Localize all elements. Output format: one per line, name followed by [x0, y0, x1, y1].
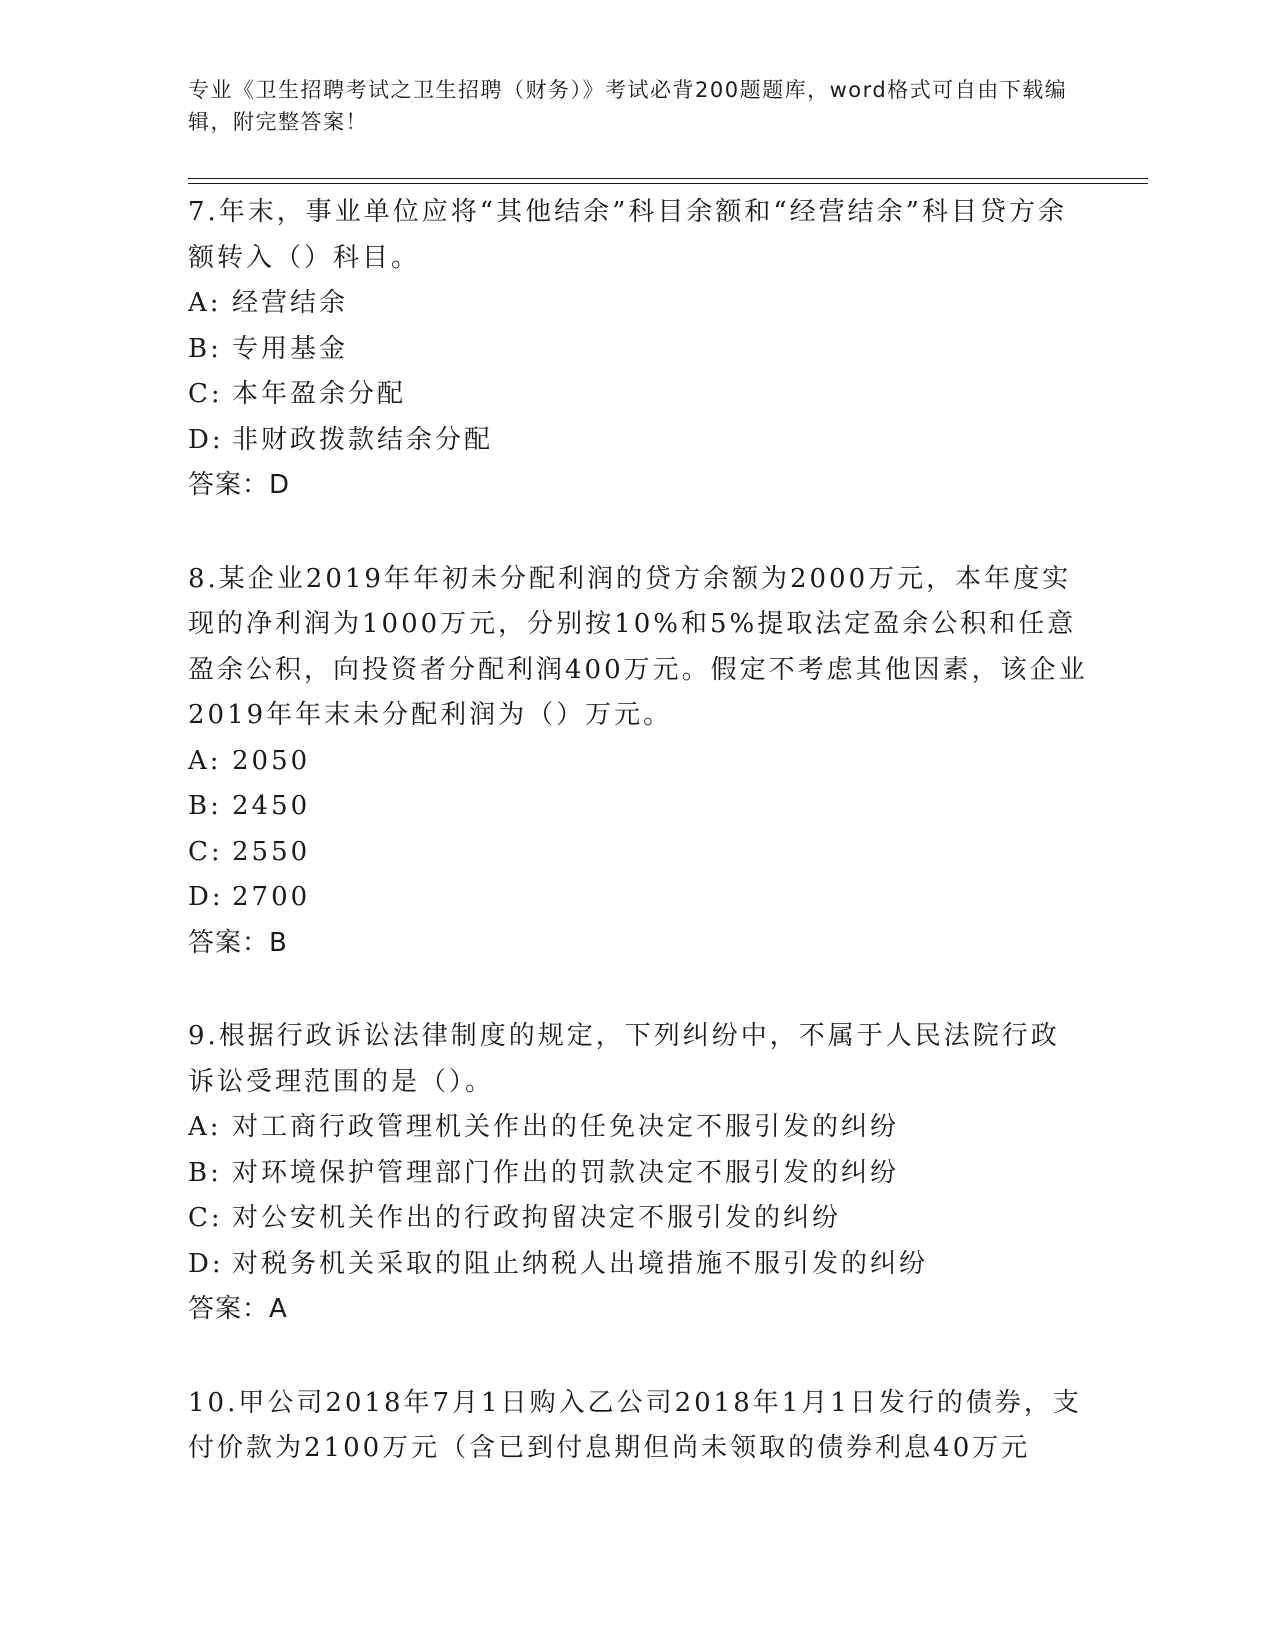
- question-10: [188, 1381, 1088, 1472]
- question-stem: 7.年末，事业单位应将“其他结余”科目余额和“经营结余”科目贷方余额转入（）科目。: [188, 197, 1067, 273]
- option-key: D:: [188, 882, 224, 912]
- option-c: [188, 1196, 1088, 1242]
- answer-line: 答案：D: [188, 470, 291, 500]
- option-a: [188, 739, 1088, 785]
- header-divider-line-2: [188, 183, 1148, 184]
- option-d: [188, 875, 1088, 921]
- option-key: D:: [188, 424, 224, 455]
- option-text: 2700: [232, 882, 311, 912]
- option-d: [188, 1242, 1088, 1288]
- document-header: 专业《卫生招聘考试之卫生招聘（财务）》考试必背200题题库，word格式可自由下载编辑，附完整答案！: [188, 78, 1068, 134]
- question-stem: 9.根据行政诉讼法律制度的规定，下列纠纷中，不属于人民法院行政诉讼受理范围的是（）。: [188, 1021, 1060, 1097]
- answer-line: 答案：B: [188, 927, 288, 958]
- option-text: 2450: [232, 791, 311, 821]
- option-b: [188, 784, 1088, 830]
- option-a: [188, 281, 1088, 327]
- question-stem: 8.某企业2019年年初未分配利润的贷方余额为2000万元，本年度实现的净利润为1000万元，分别按10%和5%提取法定盈余公积和任意盈余公积，向投资者分配利润400万元。假定不考虑其他因素，该企业2019年年末未分配利润为（）万元。: [188, 563, 1088, 730]
- question-9: [188, 1014, 1088, 1333]
- option-b: [188, 327, 1088, 373]
- header-divider-line: [188, 178, 1148, 179]
- option-key: C:: [188, 1203, 223, 1233]
- option-text: 对环境保护管理部门作出的罚款决定不服引发的纠纷: [232, 1157, 900, 1188]
- option-key: B:: [188, 791, 222, 821]
- question-7: [188, 190, 1088, 509]
- option-key: A:: [188, 1112, 222, 1142]
- option-key: B:: [188, 333, 222, 364]
- option-key: C:: [188, 379, 223, 409]
- option-d: [188, 418, 1088, 464]
- question-stem: 10.甲公司2018年7月1日购入乙公司2018年1月1日发行的债券，支付价款为2100万元（含已到付息期但尚未领取的债券利息40万元: [188, 1387, 1082, 1463]
- option-text: 经营结余: [232, 288, 349, 318]
- option-text: 对公安机关作出的行政拘留决定不服引发的纠纷: [232, 1203, 842, 1233]
- option-key: A:: [188, 288, 222, 318]
- option-text: 2550: [232, 836, 311, 867]
- option-c: [188, 830, 1088, 876]
- option-text: 对税务机关采取的阻止纳税人出境措施不服引发的纠纷: [232, 1248, 929, 1279]
- option-a: [188, 1105, 1088, 1151]
- option-key: A:: [188, 745, 222, 776]
- option-text: 专用基金: [232, 333, 349, 364]
- option-b: [188, 1151, 1088, 1197]
- option-key: C:: [188, 836, 223, 867]
- option-text: 对工商行政管理机关作出的任免决定不服引发的纠纷: [232, 1112, 900, 1142]
- option-key: D:: [188, 1248, 224, 1279]
- question-8: [188, 557, 1088, 967]
- option-key: B:: [188, 1157, 222, 1188]
- question-list: [188, 190, 1088, 1520]
- option-text: 2050: [232, 745, 311, 776]
- option-c: [188, 372, 1088, 418]
- option-text: 非财政拨款结余分配: [232, 424, 494, 455]
- option-text: 本年盈余分配: [232, 379, 407, 409]
- answer-line: 答案：A: [188, 1294, 288, 1324]
